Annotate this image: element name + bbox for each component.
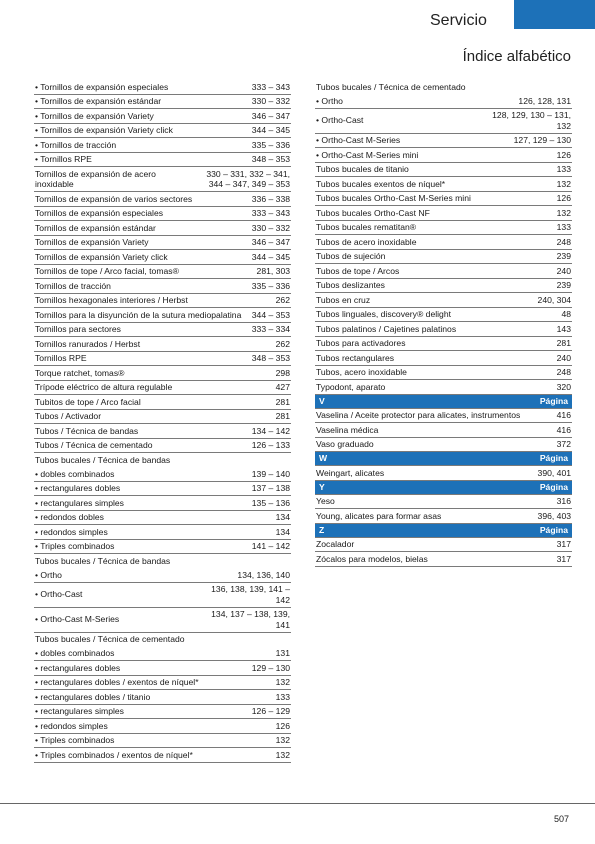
index-entry	[34, 294, 291, 309]
entry-label: Tubos / Técnica de bandas	[35, 425, 139, 436]
index-entry	[34, 221, 291, 236]
entry-pages: 136, 138, 139, 141 – 142	[211, 584, 290, 605]
entry-label: • redondos simples	[35, 720, 108, 731]
entry-label: Typodont, aparato	[316, 381, 386, 392]
entry-pages: 126	[556, 193, 571, 204]
entry-pages: 139 – 140	[251, 468, 290, 479]
index-entry	[34, 323, 291, 338]
index-entry	[34, 633, 291, 647]
index-entry	[34, 366, 291, 381]
entry-label: • Tornillos de tracción	[35, 139, 117, 150]
entry-pages: 133	[556, 222, 571, 233]
entry-label: • Ortho-Cast M-Series mini	[316, 149, 419, 160]
entry-pages: 132	[275, 735, 290, 746]
index-entry	[34, 705, 291, 720]
entry-pages: 126 – 129	[251, 706, 290, 717]
index-entry	[34, 525, 291, 540]
entry-pages: 134	[275, 512, 290, 523]
index-entry	[34, 265, 291, 280]
entry-pages: 298	[275, 367, 290, 378]
letter-header-letter: V	[319, 395, 325, 406]
index-entry	[315, 438, 572, 453]
index-entry	[34, 308, 291, 323]
entry-label: Tubos, acero inoxidable	[316, 367, 407, 378]
entry-label: Tubos palatinos / Cajetines palatinos	[316, 323, 457, 334]
entry-pages: 239	[556, 251, 571, 262]
index-entry	[315, 148, 572, 163]
entry-pages: 317	[556, 539, 571, 550]
entry-pages: 346 – 347	[251, 110, 290, 121]
entry-label: Tubos para activadores	[316, 338, 406, 349]
entry-label: Tornillos de expansión de acero inoxidable	[35, 168, 156, 189]
entry-pages: 126	[275, 720, 290, 731]
entry-label: • Ortho	[35, 569, 62, 580]
entry-label: Tubos de tope / Arcos	[316, 265, 400, 276]
entry-pages: 240, 304	[537, 294, 571, 305]
entry-label: Vaso graduado	[316, 439, 374, 450]
entry-label: Tornillos para sectores	[35, 324, 121, 334]
entry-label: Young, alicates para formar asas	[316, 510, 442, 521]
entry-pages: 134 – 142	[251, 425, 290, 436]
entry-label: Tornillos hexagonales interiores / Herbst	[35, 295, 188, 305]
entry-label: Tubos bucales Ortho-Cast NF	[316, 207, 430, 218]
entry-pages: 131	[275, 648, 290, 659]
entry-pages: 262	[275, 338, 290, 349]
index-column-left	[34, 80, 291, 763]
entry-label: Tornillos RPE	[35, 353, 87, 363]
entry-label: Tubos bucales / Técnica de bandas	[35, 555, 171, 566]
index-entry	[315, 109, 572, 134]
index-entry	[315, 134, 572, 149]
entry-label: • Triples combinados / exentos de níquel*	[35, 749, 193, 760]
index-entry	[34, 583, 291, 608]
entry-pages: 427	[275, 382, 290, 392]
entry-pages: 239	[556, 280, 571, 291]
entry-pages: 344 – 345	[251, 125, 290, 135]
entry-label: • rectangulares dobles / titanio	[35, 691, 151, 702]
entry-label: Tubos de acero inoxidable	[316, 236, 417, 247]
entry-label: Trípode eléctrico de altura regulable	[35, 382, 173, 392]
letter-header	[315, 452, 572, 466]
entry-label: Tubos bucales Ortho-Cast M-Series mini	[316, 193, 471, 204]
entry-label: • redondos dobles	[35, 512, 104, 523]
entry-label: • Tornillos de expansión Variety click	[35, 125, 173, 135]
letter-header-letter: W	[319, 453, 328, 464]
index-entry	[315, 279, 572, 294]
entry-pages: 281	[275, 396, 290, 407]
letter-header	[315, 524, 572, 538]
index-entry	[315, 80, 572, 94]
index-entry	[34, 719, 291, 734]
entry-pages: 132	[556, 178, 571, 189]
entry-label: Tornillos de expansión especiales	[35, 208, 164, 218]
entry-pages: 333 – 334	[251, 324, 290, 334]
entry-label: Tubos / Activador	[35, 411, 102, 421]
entry-pages: 262	[275, 295, 290, 305]
entry-pages: 346 – 347	[251, 237, 290, 247]
entry-pages: 240	[556, 352, 571, 363]
entry-label: Tubos bucales de titanio	[316, 164, 409, 175]
entry-pages: 344 – 345	[251, 251, 290, 262]
entry-pages: 333 – 343	[251, 81, 290, 92]
entry-label: Tornillos de expansión Variety click	[35, 251, 168, 262]
entry-pages: 330 – 331, 332 – 341, 344 – 347, 349 – 353	[206, 168, 290, 189]
letter-header-page-label: Página	[539, 524, 568, 535]
entry-label: Zócalos para modelos, bielas	[316, 553, 428, 564]
index-column-right	[315, 80, 572, 567]
entry-pages: 132	[275, 677, 290, 688]
entry-pages: 133	[275, 691, 290, 702]
index-entry	[315, 235, 572, 250]
entry-pages: 416	[556, 410, 571, 421]
entry-pages: 281	[275, 411, 290, 421]
index-entry	[34, 661, 291, 676]
index-entry	[315, 250, 572, 265]
entry-label: • Tornillos de expansión estándar	[35, 96, 162, 106]
entry-pages: 344 – 353	[251, 309, 290, 320]
entry-pages: 330 – 332	[251, 96, 290, 106]
entry-pages: 333 – 343	[251, 208, 290, 218]
index-entry	[34, 647, 291, 662]
entry-label: Tornillos de expansión estándar	[35, 222, 156, 233]
entry-label: Tubitos de tope / Arco facial	[35, 396, 141, 407]
letter-header-letter: Z	[319, 524, 325, 535]
entry-pages: 320	[556, 381, 571, 392]
entry-pages: 126, 128, 131	[518, 95, 571, 106]
letter-header-page-label: Página	[539, 453, 568, 464]
entry-label: Tubos deslizantes	[316, 280, 385, 291]
entry-label: • dobles combinados	[35, 648, 115, 659]
index-entry	[315, 322, 572, 337]
entry-label: Tubos / Técnica de cementado	[35, 440, 153, 450]
entry-label: Tubos de sujeción	[316, 251, 386, 262]
index-entry	[34, 109, 291, 124]
entry-label: • redondos simples	[35, 526, 108, 537]
entry-pages: 372	[556, 439, 571, 450]
entry-label: Tubos linguales, discovery® delight	[316, 309, 451, 320]
index-entry	[34, 395, 291, 410]
entry-pages: 396, 403	[537, 510, 571, 521]
index-entry	[315, 192, 572, 207]
entry-label: • rectangulares simples	[35, 497, 124, 508]
index-entry	[315, 495, 572, 510]
letter-header-page-label: Página	[539, 481, 568, 492]
entry-pages: 132	[556, 207, 571, 218]
entry-label: • Tornillos de expansión Variety	[35, 110, 154, 121]
entry-label: • rectangulares dobles	[35, 662, 121, 673]
entry-label: Yeso	[316, 496, 335, 507]
page-heading: Índice alfabético	[462, 48, 571, 65]
index-entry	[34, 676, 291, 691]
letter-header	[315, 481, 572, 495]
entry-label: • Tornillos RPE	[35, 154, 92, 164]
index-entry	[34, 608, 291, 633]
entry-label: Tornillos de tracción	[35, 280, 111, 291]
entry-pages: 317	[556, 553, 571, 564]
entry-pages: 137 – 138	[251, 483, 290, 494]
index-entry	[34, 453, 291, 467]
index-entry	[315, 221, 572, 236]
letter-header	[315, 395, 572, 409]
index-entry	[315, 206, 572, 221]
index-entry	[34, 482, 291, 497]
entry-pages: 135 – 136	[251, 497, 290, 508]
entry-pages: 416	[556, 424, 571, 435]
index-entry	[34, 279, 291, 294]
index-entry	[315, 293, 572, 308]
index-entry	[34, 153, 291, 168]
entry-label: Tornillos ranurados / Herbst	[35, 338, 141, 349]
entry-pages: 133	[556, 164, 571, 175]
entry-pages: 132	[275, 749, 290, 760]
index-entry	[34, 734, 291, 749]
index-entry	[34, 540, 291, 555]
entry-pages: 348 – 353	[251, 154, 290, 164]
index-entry	[315, 509, 572, 524]
index-entry	[34, 192, 291, 207]
footer-divider	[0, 803, 595, 804]
entry-pages: 128, 129, 130 – 131, 132	[492, 110, 571, 131]
index-entry	[34, 95, 291, 110]
index-entry	[34, 337, 291, 352]
index-entry	[34, 167, 291, 192]
entry-label: • Triples combinados	[35, 735, 115, 746]
entry-label: • dobles combinados	[35, 468, 115, 479]
index-entry	[34, 511, 291, 526]
entry-pages: 134, 136, 140	[237, 569, 290, 580]
entry-pages: 316	[556, 496, 571, 507]
index-entry	[34, 250, 291, 265]
index-entry	[34, 748, 291, 763]
entry-pages: 134, 137 – 138, 139, 141	[211, 609, 290, 630]
entry-label: Vaselina médica	[316, 424, 379, 435]
entry-pages: 336 – 338	[251, 193, 290, 204]
entry-label: Torque ratchet, tomas®	[35, 367, 125, 378]
entry-label: Weingart, alicates	[316, 467, 385, 478]
entry-label: • Tornillos de expansión especiales	[35, 81, 169, 92]
entry-label: • Ortho-Cast	[35, 589, 83, 600]
index-entry	[315, 308, 572, 323]
index-entry	[315, 351, 572, 366]
entry-pages: 248	[556, 236, 571, 247]
entry-pages: 390, 401	[537, 467, 571, 478]
entry-label: • rectangulares simples	[35, 706, 124, 717]
index-entry	[34, 410, 291, 425]
entry-pages: 348 – 353	[251, 353, 290, 363]
index-entry	[315, 380, 572, 395]
entry-pages: 129 – 130	[251, 662, 290, 673]
entry-label: Tubos rectangulares	[316, 352, 395, 363]
entry-label: Tubos en cruz	[316, 294, 371, 305]
section-tab	[514, 0, 595, 29]
index-entry	[34, 554, 291, 568]
section-title: Servicio	[430, 12, 487, 29]
entry-label: • rectangulares dobles / exentos de níquel*	[35, 677, 199, 688]
entry-label: Tornillos para la disyunción de la sutura mediopalatina	[35, 309, 242, 320]
index-entry	[315, 466, 572, 481]
index-entry	[34, 124, 291, 139]
entry-pages: 141 – 142	[251, 541, 290, 552]
entry-pages: 48	[561, 309, 571, 320]
index-entry	[315, 163, 572, 178]
entry-pages: 330 – 332	[251, 222, 290, 233]
entry-label: • Ortho-Cast	[316, 115, 364, 126]
index-entry	[315, 177, 572, 192]
index-entry	[34, 690, 291, 705]
entry-label: • Ortho-Cast M-Series	[35, 614, 120, 625]
entry-label: Tubos bucales rematitan®	[316, 222, 417, 233]
page-number: 507	[553, 814, 569, 824]
index-entry	[315, 538, 572, 553]
letter-header-letter: Y	[319, 481, 325, 492]
index-entry	[315, 423, 572, 438]
entry-pages: 126 – 133	[251, 440, 290, 450]
index-entry	[315, 337, 572, 352]
index-entry	[34, 138, 291, 153]
index-entry	[34, 439, 291, 454]
entry-label: Tubos bucales / Técnica de cementado	[35, 634, 185, 645]
index-entry	[34, 80, 291, 95]
entry-label: Tubos bucales / Técnica de bandas	[35, 454, 171, 465]
index-entry	[34, 496, 291, 511]
entry-label: • Triples combinados	[35, 541, 115, 552]
entry-label: • Ortho	[316, 95, 343, 106]
entry-label: • rectangulares dobles	[35, 483, 121, 494]
index-entry	[315, 409, 572, 424]
letter-header-page-label: Página	[539, 395, 568, 406]
index-entry	[34, 424, 291, 439]
entry-label: Tornillos de tope / Arco facial, tomas®	[35, 266, 179, 276]
entry-pages: 240	[556, 265, 571, 276]
index-entry	[315, 264, 572, 279]
index-entry	[34, 236, 291, 251]
entry-label: Zocalador	[316, 539, 355, 550]
entry-label: Tubos bucales / Técnica de cementado	[316, 81, 466, 92]
entry-pages: 127, 129 – 130	[513, 135, 571, 146]
index-entry	[315, 552, 572, 567]
entry-label: Tornillos de expansión de varios sectores	[35, 193, 193, 204]
entry-pages: 335 – 336	[251, 139, 290, 150]
index-entry	[34, 207, 291, 222]
entry-label: Tubos bucales exentos de níquel*	[316, 178, 446, 189]
index-entry	[34, 381, 291, 396]
entry-label: • Ortho-Cast M-Series	[316, 135, 401, 146]
entry-pages: 126	[556, 149, 571, 160]
entry-pages: 143	[556, 323, 571, 334]
entry-label: Tornillos de expansión Variety	[35, 237, 149, 247]
index-entry	[34, 568, 291, 583]
index-entry	[34, 352, 291, 367]
entry-label: Vaselina / Aceite protector para alicates, instrumentos	[316, 410, 521, 421]
entry-pages: 281	[556, 338, 571, 349]
entry-pages: 134	[275, 526, 290, 537]
index-entry	[315, 366, 572, 381]
index-entry	[34, 467, 291, 482]
entry-pages: 281, 303	[256, 266, 290, 276]
index-entry	[315, 94, 572, 109]
entry-pages: 248	[556, 367, 571, 378]
entry-pages: 335 – 336	[251, 280, 290, 291]
